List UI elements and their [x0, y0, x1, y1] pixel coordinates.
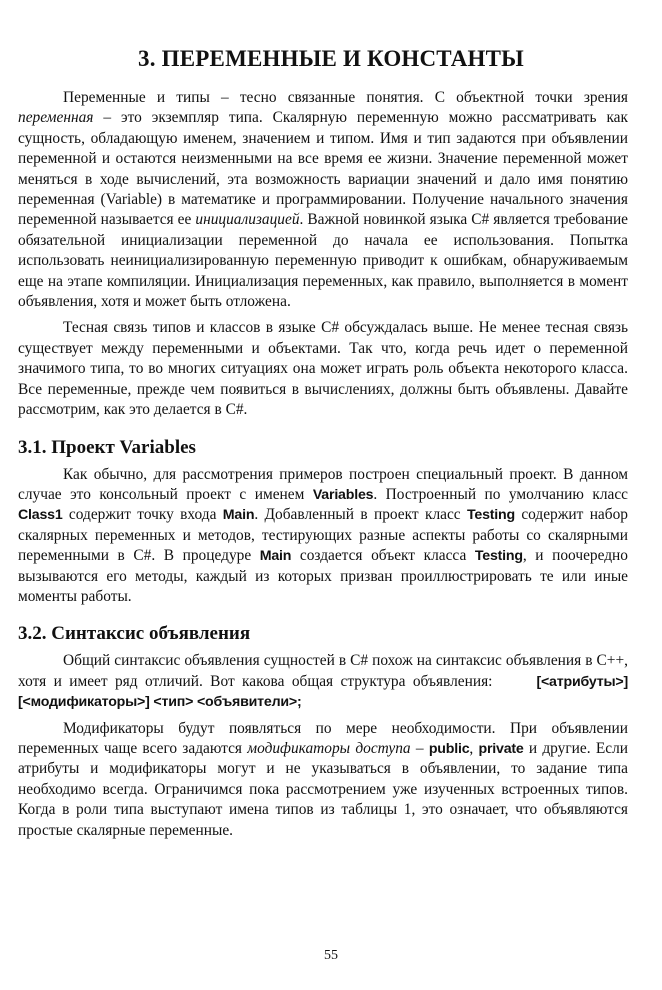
text-run: Модификаторы будут появляться по мере необходимости. При объявлении переменных чаще всего задаются	[18, 719, 628, 757]
section1-paragraph	[18, 465, 628, 608]
text-run: Общий синтаксис объявления сущностей в C# похож на синтаксис объявления в C++, хотя и имеет ряд отличий. Вот какова общая структура объявления:	[18, 652, 628, 690]
text-run: Как обычно, для рассмотрения примеров построен специальный проект. В данном случае это консольный проект с именем	[18, 465, 628, 503]
text-run: . Добавленный в проект класс	[254, 506, 467, 524]
text-run: . Важной новинкой языка C# является требование обязательной инициализации переменной до начала ее использования. Попытка использовать неинициализированную переменную приводит к ошибкам, обнаруживаемым еще на этапе компиляции. Инициализация переменных, как правило, выполняется в момент объявления, хотя и может быть отложена.	[18, 211, 629, 311]
chapter-title: 3. ПЕРЕМЕННЫЕ И КОНСТАНТЫ	[138, 46, 524, 71]
term-italic: модификаторы доступа	[247, 739, 411, 757]
document-body	[18, 88, 628, 847]
text-run: ,	[469, 739, 479, 757]
section-heading-variables: 3.1. Проект Variables	[18, 436, 196, 458]
code-term: public	[428, 740, 470, 757]
intro-paragraph-1	[18, 88, 628, 312]
code-term: Class1	[18, 507, 63, 524]
code-term: Variables	[312, 486, 374, 503]
code-term: Testing	[466, 507, 515, 524]
text-run: создается объект класса	[291, 547, 475, 565]
term-italic: переменная	[18, 109, 94, 127]
text-run: – это экземпляр типа. Скалярную переменную можно рассматривать как сущность, обладающую именем, значением и типом. Имя и тип задаются при объявлении переменной и остаются неизменными на все время ее жизни. Значение переменной может меняться в ходе вычислений, эта возможность вариации значений и дало имя понятию переменная (Variable) в математике и программировании. Получение начального значения переменной называется ее	[18, 109, 628, 229]
section2-paragraph-2	[18, 719, 628, 841]
text-run: и другие. Если атрибуты и модификаторы могут и не указываться в объявлении, то задание типа необходимо всегда. Ограничимся пока рассмотрением уже изученных встроенных типов. Когда в роли типа выступают имена типов из таблицы 1, это означает, что объявляются простые скалярные переменные.	[18, 739, 628, 839]
declaration-structure: [<атрибуты>] [<модификаторы>] <тип> <объявители>;	[18, 673, 628, 711]
text-run: Переменные и типы – тесно связанные понятия. С объектной точки зрения	[63, 89, 628, 106]
section-heading-syntax: 3.2. Синтаксис объявления	[18, 623, 251, 645]
text-run: , и поочередно вызываются его методы, каждый из которых призван проиллюстрировать те или иные моменты работы.	[18, 547, 628, 605]
section2-paragraph-1	[18, 651, 628, 712]
code-term: Main	[222, 507, 255, 524]
text-run: –	[410, 739, 429, 757]
intro-paragraph-2: Тесная связь типов и классов в языке C# обсуждалась выше. Не менее тесная связь существует между переменными и объектами. Так что, когда речь идет о переменной значимого типа, то во многих ситуациях она может играть роль объекта некоторого класса. Все переменные, прежде чем появиться в вычислениях, должны быть объявлены. Давайте рассмотрим, как это делается в C#.	[18, 319, 628, 419]
code-term: Testing	[474, 548, 523, 565]
term-italic: инициализацией	[195, 211, 300, 229]
code-term: Main	[259, 548, 292, 565]
text-run: содержит набор скалярных переменных и методов, тестирующих разные аспекты работы со скалярными переменными в C#. В процедуре	[18, 506, 628, 565]
code-term: private	[478, 740, 524, 757]
page-number: 55	[324, 948, 338, 963]
text-run: . Построенный по умолчанию класс	[373, 485, 629, 503]
text-run: содержит точку входа	[62, 506, 223, 524]
